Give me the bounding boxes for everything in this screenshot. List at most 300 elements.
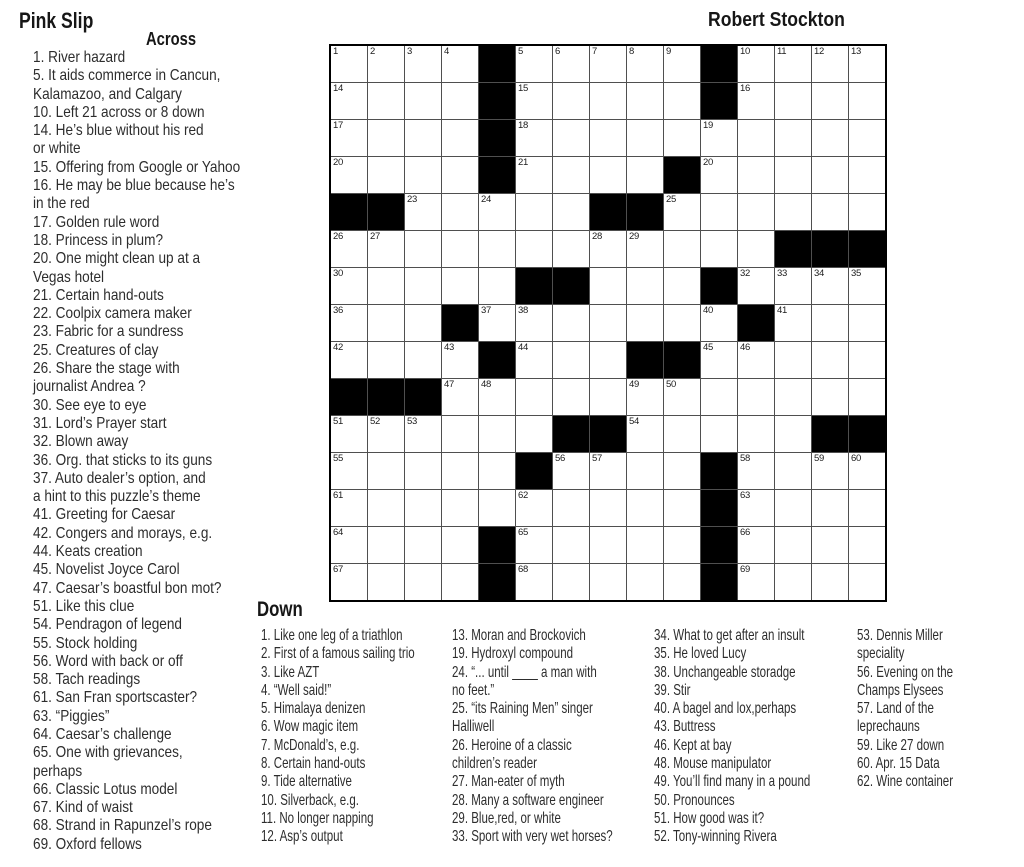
grid-cell[interactable]: [664, 490, 700, 526]
grid-cell-black: [516, 268, 552, 304]
cell-number: 59: [814, 453, 824, 464]
cell-number: 48: [481, 379, 491, 390]
cell-number: 19: [703, 120, 713, 131]
grid-cell[interactable]: [590, 490, 626, 526]
grid-cell[interactable]: [368, 157, 404, 193]
grid-cell[interactable]: [664, 527, 700, 563]
grid-cell[interactable]: [331, 527, 367, 563]
grid-cell-black: [479, 83, 515, 119]
grid-cell[interactable]: [442, 120, 478, 156]
grid-cell[interactable]: [664, 120, 700, 156]
grid-cell[interactable]: [738, 527, 774, 563]
down-clue-line: 1. Like one leg of a triathlon: [261, 627, 403, 644]
cell-number: 47: [444, 379, 454, 390]
grid-cell[interactable]: [590, 231, 626, 267]
grid-cell[interactable]: [368, 453, 404, 489]
grid-cell[interactable]: [590, 342, 626, 378]
across-clue-line: 68. Strand in Rapunzel’s rope: [33, 817, 212, 835]
down-clue-line: 28. Many a software engineer: [452, 791, 604, 809]
grid-cell[interactable]: [738, 120, 774, 156]
grid-cell[interactable]: [701, 194, 737, 230]
grid-cell[interactable]: [664, 564, 700, 600]
down-clue-column-3: [654, 627, 871, 847]
grid-cell[interactable]: [738, 379, 774, 415]
grid-cell[interactable]: [812, 453, 848, 489]
grid-cell[interactable]: [331, 416, 367, 452]
grid-cell[interactable]: [368, 46, 404, 82]
across-clue-line: 54. Pendragon of legend: [33, 616, 182, 634]
grid-cell[interactable]: [516, 83, 552, 119]
grid-cell[interactable]: [553, 379, 589, 415]
across-clue-line: Kalamazoo, and Calgary: [33, 85, 182, 103]
grid-cell[interactable]: [442, 157, 478, 193]
grid-cell[interactable]: [442, 416, 478, 452]
cell-number: 65: [518, 527, 528, 538]
grid-cell[interactable]: [812, 83, 848, 119]
grid-cell-black: [701, 490, 737, 526]
grid-cell[interactable]: [479, 416, 515, 452]
down-clue-line: no feet.”: [452, 681, 495, 699]
grid-cell[interactable]: [701, 416, 737, 452]
grid-cell[interactable]: [368, 564, 404, 600]
grid-cell[interactable]: [553, 194, 589, 230]
grid-cell[interactable]: [664, 268, 700, 304]
down-clue-column-2: [452, 627, 675, 847]
down-clue-line: 59. Like 27 down: [857, 736, 945, 754]
grid-cell-black: [553, 416, 589, 452]
grid-cell[interactable]: [738, 83, 774, 119]
grid-cell[interactable]: [849, 120, 885, 156]
down-clue-line: speciality: [857, 645, 905, 663]
cell-number: 20: [703, 157, 713, 168]
grid-cell-black: [405, 379, 441, 415]
grid-cell-black: [775, 231, 811, 267]
grid-cell-black: [701, 564, 737, 600]
grid-cell[interactable]: [368, 305, 404, 341]
grid-cell[interactable]: [479, 490, 515, 526]
grid-cell[interactable]: [442, 564, 478, 600]
grid-cell[interactable]: [479, 453, 515, 489]
grid-cell-black: [368, 194, 404, 230]
grid-cell[interactable]: [849, 564, 885, 600]
grid-cell[interactable]: [812, 268, 848, 304]
grid-cell[interactable]: [701, 120, 737, 156]
grid-cell[interactable]: [368, 268, 404, 304]
grid-cell[interactable]: [738, 453, 774, 489]
cell-number: 36: [333, 305, 343, 316]
grid-cell[interactable]: [738, 490, 774, 526]
grid-cell[interactable]: [405, 305, 441, 341]
grid-cell[interactable]: [442, 453, 478, 489]
down-clue-line: 51. How good was it?: [654, 809, 765, 827]
cell-number: 11: [777, 46, 787, 57]
cell-number: 60: [851, 453, 861, 464]
grid-cell[interactable]: [516, 379, 552, 415]
cell-number: 56: [555, 453, 565, 464]
grid-cell[interactable]: [664, 379, 700, 415]
grid-cell[interactable]: [664, 416, 700, 452]
grid-cell[interactable]: [516, 342, 552, 378]
down-clue-line: leprechauns: [857, 718, 920, 736]
puzzle-author: Robert Stockton: [708, 9, 845, 31]
grid-cell[interactable]: [590, 120, 626, 156]
cell-number: 29: [629, 231, 639, 242]
grid-cell[interactable]: [331, 46, 367, 82]
cell-number: 49: [629, 379, 639, 390]
grid-cell[interactable]: [405, 157, 441, 193]
grid-cell[interactable]: [590, 268, 626, 304]
across-clue-line: 44. Keats creation: [33, 543, 143, 561]
grid-cell[interactable]: [368, 231, 404, 267]
grid-cell[interactable]: [738, 268, 774, 304]
grid-cell-black: [331, 379, 367, 415]
grid-cell[interactable]: [553, 305, 589, 341]
cell-number: 57: [592, 453, 602, 464]
grid-cell[interactable]: [405, 564, 441, 600]
grid-cell[interactable]: [553, 231, 589, 267]
grid-cell[interactable]: [479, 379, 515, 415]
grid-cell[interactable]: [516, 231, 552, 267]
grid-cell[interactable]: [331, 342, 367, 378]
grid-cell[interactable]: [553, 83, 589, 119]
grid-cell[interactable]: [368, 527, 404, 563]
grid-cell[interactable]: [664, 231, 700, 267]
grid-cell[interactable]: [627, 453, 663, 489]
down-clue-line: 26. Heroine of a classic: [452, 736, 572, 754]
grid-cell[interactable]: [368, 83, 404, 119]
cell-number: 69: [740, 564, 750, 575]
cell-number: 3: [407, 46, 412, 57]
grid-cell[interactable]: [812, 379, 848, 415]
grid-cell-black: [812, 231, 848, 267]
across-clue-line: 55. Stock holding: [33, 634, 138, 652]
down-clue-line: 13. Moran and Brockovich: [452, 627, 586, 644]
grid-cell[interactable]: [331, 305, 367, 341]
grid-cell-black: [479, 46, 515, 82]
grid-cell[interactable]: [627, 527, 663, 563]
grid-cell[interactable]: [849, 342, 885, 378]
down-clue-column-4: [857, 627, 990, 792]
cell-number: 54: [629, 416, 639, 427]
grid-cell[interactable]: [516, 157, 552, 193]
grid-cell[interactable]: [775, 342, 811, 378]
cell-number: 6: [555, 46, 560, 57]
grid-cell[interactable]: [442, 342, 478, 378]
grid-cell[interactable]: [331, 120, 367, 156]
grid-cell[interactable]: [812, 120, 848, 156]
grid-cell[interactable]: [590, 157, 626, 193]
grid-cell[interactable]: [590, 379, 626, 415]
grid-cell[interactable]: [442, 46, 478, 82]
grid-cell[interactable]: [775, 268, 811, 304]
grid-cell[interactable]: [479, 305, 515, 341]
grid-cell[interactable]: [442, 527, 478, 563]
grid-cell[interactable]: [590, 305, 626, 341]
grid-cell[interactable]: [331, 231, 367, 267]
grid-cell[interactable]: [812, 194, 848, 230]
grid-cell[interactable]: [479, 194, 515, 230]
grid-cell[interactable]: [738, 157, 774, 193]
grid-cell[interactable]: [701, 231, 737, 267]
grid-cell[interactable]: [627, 379, 663, 415]
grid-cell[interactable]: [849, 157, 885, 193]
down-clue-line: 9. Tide alternative: [261, 773, 352, 791]
grid-cell[interactable]: [405, 490, 441, 526]
grid-cell-black: [627, 342, 663, 378]
across-clue-line: 5. It aids commerce in Cancun,: [33, 67, 221, 85]
grid-cell[interactable]: [553, 342, 589, 378]
grid-cell[interactable]: [627, 490, 663, 526]
grid-cell[interactable]: [775, 83, 811, 119]
grid-cell[interactable]: [553, 46, 589, 82]
grid-cell[interactable]: [738, 231, 774, 267]
across-clue-line: perhaps: [33, 762, 83, 780]
cell-number: 21: [518, 157, 528, 168]
grid-cell[interactable]: [849, 490, 885, 526]
grid-cell[interactable]: [775, 157, 811, 193]
grid-cell[interactable]: [627, 231, 663, 267]
grid-cell[interactable]: [627, 564, 663, 600]
grid-cell-black: [442, 305, 478, 341]
grid-cell[interactable]: [331, 564, 367, 600]
cell-number: 58: [740, 453, 750, 464]
grid-cell[interactable]: [405, 231, 441, 267]
grid-cell[interactable]: [664, 194, 700, 230]
grid-cell[interactable]: [775, 527, 811, 563]
grid-cell[interactable]: [701, 342, 737, 378]
grid-cell[interactable]: [627, 157, 663, 193]
cell-number: 38: [518, 305, 528, 316]
down-clue-line: 5. Himalaya denizen: [261, 700, 366, 718]
cell-number: 8: [629, 46, 634, 57]
grid-cell[interactable]: [738, 416, 774, 452]
grid-cell-black: [479, 157, 515, 193]
cell-number: 53: [407, 416, 417, 427]
grid-cell-black: [331, 194, 367, 230]
grid-cell[interactable]: [331, 83, 367, 119]
grid-cell[interactable]: [553, 120, 589, 156]
across-clue-line: 61. San Fran sportscaster?: [33, 689, 198, 707]
grid-cell[interactable]: [405, 46, 441, 82]
cell-number: 35: [851, 268, 861, 279]
grid-cell[interactable]: [775, 120, 811, 156]
down-clue-line: Halliwell: [452, 718, 495, 736]
grid-cell[interactable]: [738, 342, 774, 378]
grid-cell[interactable]: [775, 490, 811, 526]
down-clue-line: 10. Silverback, e.g.: [261, 791, 359, 809]
down-clue-line: 19. Hydroxyl compound: [452, 645, 574, 663]
cell-number: 12: [814, 46, 824, 57]
grid-cell[interactable]: [331, 268, 367, 304]
grid-cell[interactable]: [516, 305, 552, 341]
grid-cell[interactable]: [442, 490, 478, 526]
grid-cell[interactable]: [738, 564, 774, 600]
cell-number: 2: [370, 46, 375, 57]
grid-cell[interactable]: [590, 83, 626, 119]
grid-cell-black: [849, 231, 885, 267]
crossword-grid[interactable]: [329, 44, 887, 602]
grid-cell[interactable]: [590, 46, 626, 82]
grid-cell[interactable]: [553, 490, 589, 526]
grid-cell-black: [479, 120, 515, 156]
grid-cell[interactable]: [405, 342, 441, 378]
grid-cell[interactable]: [553, 157, 589, 193]
grid-cell[interactable]: [479, 231, 515, 267]
grid-cell[interactable]: [553, 453, 589, 489]
grid-cell[interactable]: [701, 379, 737, 415]
grid-cell[interactable]: [405, 83, 441, 119]
grid-cell[interactable]: [812, 46, 848, 82]
across-clue-line: 51. Like this clue: [33, 597, 135, 615]
across-clue-line: 56. Word with back or off: [33, 652, 183, 670]
grid-cell[interactable]: [812, 527, 848, 563]
grid-cell[interactable]: [627, 268, 663, 304]
grid-cell[interactable]: [849, 83, 885, 119]
puzzle-title: Pink Slip: [19, 8, 94, 33]
across-clue-line: 32. Blown away: [33, 433, 129, 451]
cell-number: 30: [333, 268, 343, 279]
grid-cell[interactable]: [849, 453, 885, 489]
across-clue-line: 17. Golden rule word: [33, 213, 160, 231]
grid-cell[interactable]: [775, 194, 811, 230]
down-clue-line: 62. Wine container: [857, 773, 954, 791]
grid-cell[interactable]: [479, 268, 515, 304]
grid-cell-black: [590, 194, 626, 230]
across-clue-line: 31. Lord’s Prayer start: [33, 414, 167, 432]
grid-cell[interactable]: [368, 342, 404, 378]
grid-cell[interactable]: [849, 379, 885, 415]
grid-cell[interactable]: [516, 490, 552, 526]
grid-cell[interactable]: [553, 527, 589, 563]
grid-cell[interactable]: [405, 527, 441, 563]
grid-cell[interactable]: [627, 83, 663, 119]
cell-number: 16: [740, 83, 750, 94]
grid-cell[interactable]: [812, 490, 848, 526]
grid-cell[interactable]: [701, 305, 737, 341]
grid-cell[interactable]: [849, 46, 885, 82]
grid-cell[interactable]: [516, 46, 552, 82]
grid-cell[interactable]: [331, 453, 367, 489]
grid-cell[interactable]: [516, 416, 552, 452]
down-clue-line: 34. What to get after an insult: [654, 627, 805, 644]
grid-cell[interactable]: [664, 305, 700, 341]
grid-cell[interactable]: [627, 305, 663, 341]
grid-cell[interactable]: [553, 564, 589, 600]
cell-number: 44: [518, 342, 528, 353]
grid-cell[interactable]: [516, 527, 552, 563]
grid-cell[interactable]: [775, 416, 811, 452]
cell-number: 55: [333, 453, 343, 464]
grid-cell-black: [701, 46, 737, 82]
grid-cell[interactable]: [849, 268, 885, 304]
across-clue-line: 65. One with grievances,: [33, 744, 183, 762]
grid-cell[interactable]: [812, 342, 848, 378]
down-heading: Down: [257, 598, 303, 621]
grid-cell[interactable]: [405, 268, 441, 304]
across-clue-line: in the red: [33, 195, 90, 213]
grid-cell[interactable]: [812, 305, 848, 341]
grid-cell[interactable]: [331, 157, 367, 193]
grid-cell[interactable]: [849, 305, 885, 341]
grid-cell[interactable]: [627, 416, 663, 452]
grid-cell[interactable]: [405, 416, 441, 452]
grid-cell[interactable]: [368, 120, 404, 156]
cell-number: 68: [518, 564, 528, 575]
across-clue-line: 41. Greeting for Caesar: [33, 506, 176, 524]
cell-number: 42: [333, 342, 343, 353]
across-clue-line: 47. Caesar’s boastful bon mot?: [33, 579, 222, 597]
grid-cell[interactable]: [516, 564, 552, 600]
across-clue-line: 69. Oxford fellows: [33, 835, 142, 853]
cell-number: 40: [703, 305, 713, 316]
across-clue-line: journalist Andrea ?: [33, 378, 146, 396]
down-clue-line: 8. Certain hand-outs: [261, 755, 366, 773]
grid-cell[interactable]: [590, 453, 626, 489]
grid-cell-black: [701, 83, 737, 119]
grid-cell[interactable]: [627, 120, 663, 156]
grid-cell[interactable]: [775, 379, 811, 415]
grid-cell[interactable]: [849, 527, 885, 563]
grid-cell[interactable]: [775, 453, 811, 489]
grid-cell[interactable]: [812, 157, 848, 193]
grid-cell[interactable]: [442, 231, 478, 267]
grid-cell-black: [479, 342, 515, 378]
grid-cell[interactable]: [664, 83, 700, 119]
grid-cell[interactable]: [442, 379, 478, 415]
grid-cell-black: [516, 453, 552, 489]
grid-cell[interactable]: [812, 564, 848, 600]
grid-cell[interactable]: [516, 194, 552, 230]
down-clue-line: 7. McDonald’s, e.g.: [261, 736, 360, 754]
across-clue-line: 45. Novelist Joyce Carol: [33, 561, 180, 579]
grid-cell-black: [368, 379, 404, 415]
cell-number: 41: [777, 305, 787, 316]
grid-cell[interactable]: [442, 83, 478, 119]
grid-cell[interactable]: [775, 305, 811, 341]
grid-cell[interactable]: [627, 46, 663, 82]
grid-cell[interactable]: [405, 194, 441, 230]
grid-cell[interactable]: [775, 46, 811, 82]
grid-cell[interactable]: [368, 490, 404, 526]
grid-cell[interactable]: [849, 194, 885, 230]
grid-cell[interactable]: [405, 453, 441, 489]
grid-cell[interactable]: [738, 194, 774, 230]
down-clue-column-1: [261, 627, 474, 847]
grid-cell[interactable]: [442, 194, 478, 230]
grid-cell[interactable]: [331, 490, 367, 526]
cell-number: 43: [444, 342, 454, 353]
grid-cell[interactable]: [701, 157, 737, 193]
grid-cell[interactable]: [738, 46, 774, 82]
cell-number: 15: [518, 83, 528, 94]
grid-cell[interactable]: [442, 268, 478, 304]
across-clue-line: 16. He may be blue because he’s: [33, 177, 235, 195]
grid-cell[interactable]: [405, 120, 441, 156]
grid-cell[interactable]: [590, 564, 626, 600]
grid-cell[interactable]: [516, 120, 552, 156]
grid-cell[interactable]: [368, 416, 404, 452]
across-clue-line: 14. He’s blue without his red: [33, 122, 204, 140]
grid-cell[interactable]: [775, 564, 811, 600]
across-clue-line: 1. River hazard: [33, 49, 126, 66]
grid-cell[interactable]: [664, 46, 700, 82]
grid-cell[interactable]: [590, 527, 626, 563]
across-clue-line: 63. “Piggies”: [33, 707, 110, 725]
down-clue-line: 38. Unchangeable storadge: [654, 663, 796, 681]
down-clue-line: 29. Blue,red, or white: [452, 809, 561, 827]
down-clue-line: Champs Elysees: [857, 681, 944, 699]
grid-cell[interactable]: [664, 453, 700, 489]
